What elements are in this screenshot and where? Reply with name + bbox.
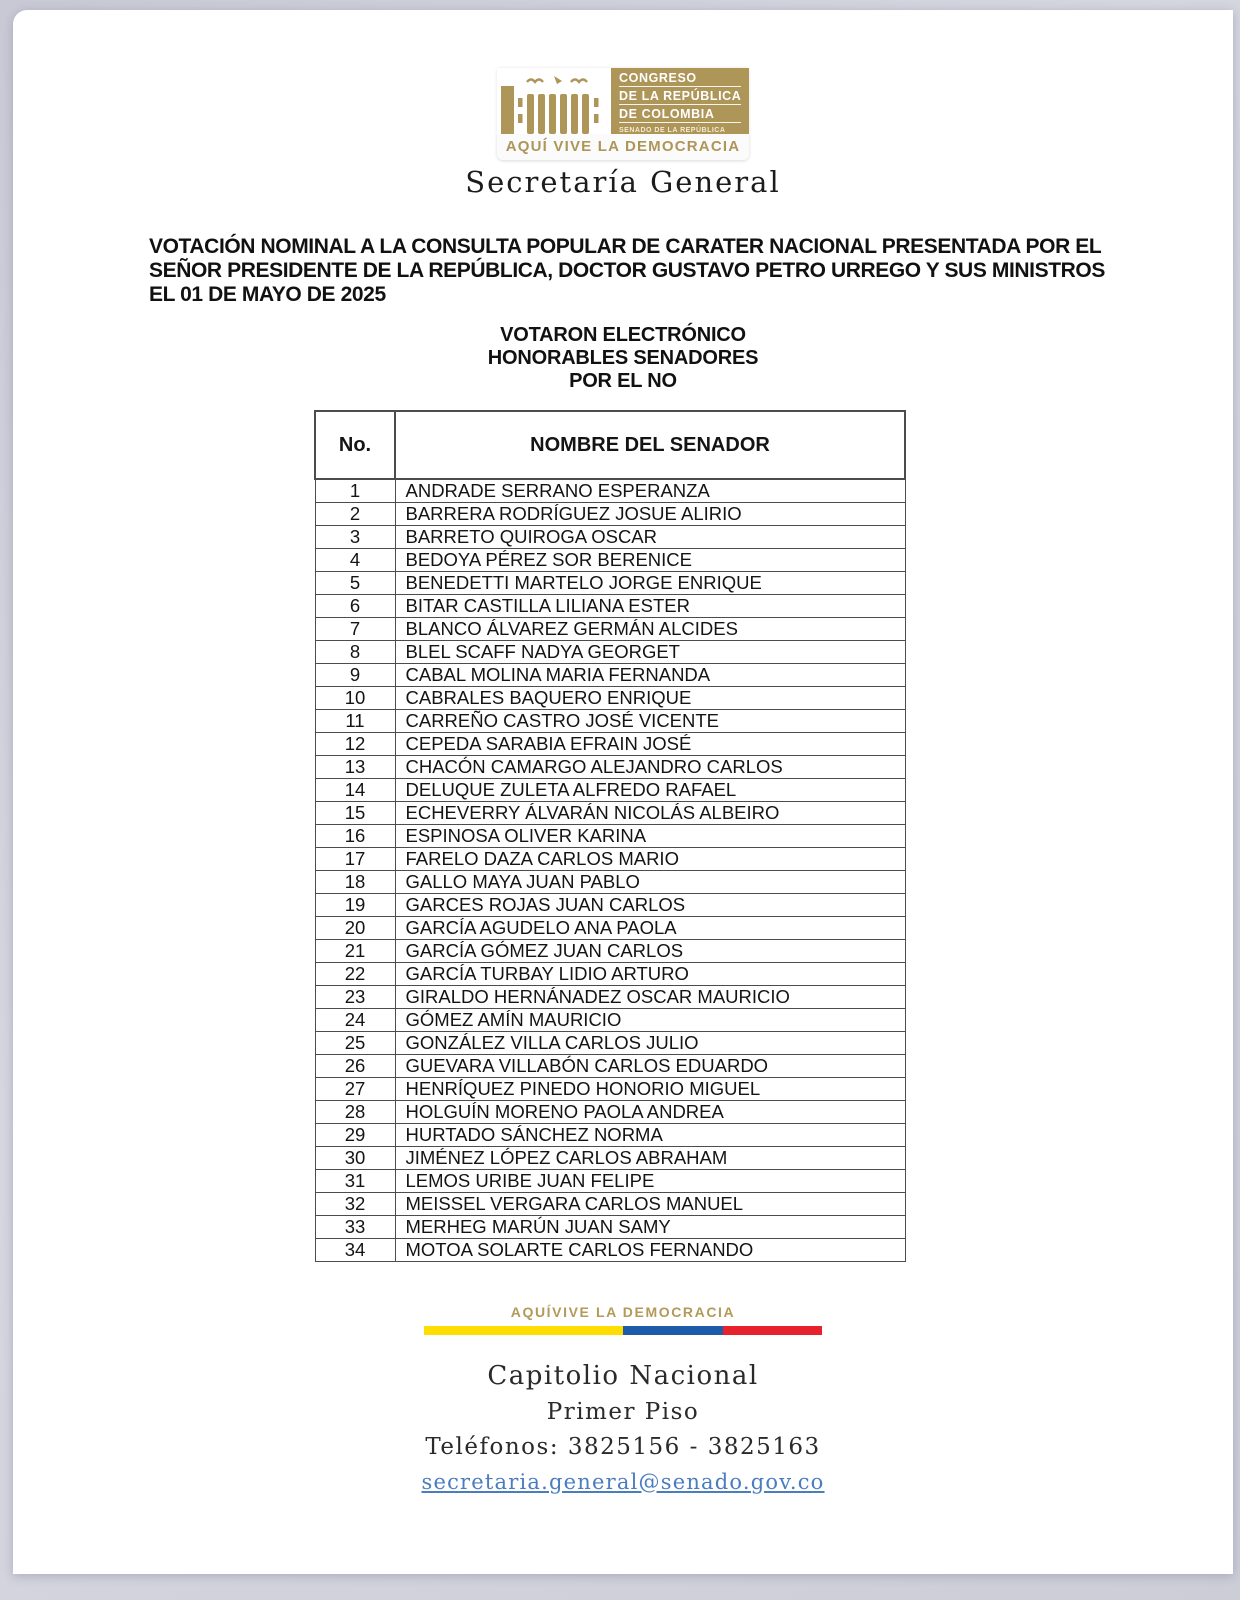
- row-number: 15: [315, 801, 395, 824]
- department-title: Secretaría General: [465, 165, 781, 199]
- flag-red-segment: [723, 1326, 823, 1335]
- email-link[interactable]: secretaria.general@senado.gov.co: [421, 1469, 825, 1494]
- table-row: [315, 686, 905, 709]
- table-row: [315, 502, 905, 525]
- row-number: 33: [315, 1215, 395, 1238]
- table-row: [315, 962, 905, 985]
- table-row: [315, 479, 905, 502]
- row-senator-name: MEISSEL VERGARA CARLOS MANUEL: [395, 1192, 905, 1215]
- row-senator-name: JIMÉNEZ LÓPEZ CARLOS ABRAHAM: [395, 1146, 905, 1169]
- row-senator-name: GÓMEZ AMÍN MAURICIO: [395, 1008, 905, 1031]
- footer-democracy-slogan: AQUÍVIVE LA DEMOCRACIA: [510, 1303, 736, 1320]
- row-number: 4: [315, 548, 395, 571]
- table-row: [315, 1215, 905, 1238]
- row-number: 10: [315, 686, 395, 709]
- row-number: 22: [315, 962, 395, 985]
- table-row: [315, 663, 905, 686]
- row-senator-name: GALLO MAYA JUAN PABLO: [395, 870, 905, 893]
- row-number: 9: [315, 663, 395, 686]
- row-senator-name: CABRALES BAQUERO ENRIQUE: [395, 686, 905, 709]
- table-row: [315, 1146, 905, 1169]
- table-row: [315, 1008, 905, 1031]
- table-row: [315, 594, 905, 617]
- table-row: [315, 1238, 905, 1261]
- table-row: [315, 778, 905, 801]
- row-number: 6: [315, 594, 395, 617]
- row-senator-name: ANDRADE SERRANO ESPERANZA: [395, 479, 905, 502]
- row-number: 12: [315, 732, 395, 755]
- row-senator-name: GONZÁLEZ VILLA CARLOS JULIO: [395, 1031, 905, 1054]
- row-number: 1: [315, 479, 395, 502]
- row-number: 2: [315, 502, 395, 525]
- row-senator-name: MOTOA SOLARTE CARLOS FERNANDO: [395, 1238, 905, 1261]
- row-senator-name: FARELO DAZA CARLOS MARIO: [395, 847, 905, 870]
- table-row: [315, 916, 905, 939]
- row-senator-name: GUEVARA VILLABÓN CARLOS EDUARDO: [395, 1054, 905, 1077]
- logo-line-colombia: DE COLOMBIA: [619, 107, 741, 123]
- row-senator-name: GARCÍA GÓMEZ JUAN CARLOS: [395, 939, 905, 962]
- row-number: 32: [315, 1192, 395, 1215]
- row-number: 8: [315, 640, 395, 663]
- row-number: 29: [315, 1123, 395, 1146]
- flag-blue-segment: [623, 1326, 723, 1335]
- logo-line-congreso: CONGRESO: [619, 71, 741, 87]
- senate-logo-top: [497, 68, 749, 134]
- row-number: 19: [315, 893, 395, 916]
- row-senator-name: CARREÑO CASTRO JOSÉ VICENTE: [395, 709, 905, 732]
- row-number: 16: [315, 824, 395, 847]
- capitol-columns-svg: [499, 72, 611, 134]
- logo-democracy-banner: AQUÍ VIVE LA DEMOCRACIA: [497, 134, 749, 160]
- footer-email-line: [13, 1470, 1233, 1494]
- row-number: 11: [315, 709, 395, 732]
- subtitle-line-3: POR EL NO: [569, 370, 677, 392]
- subtitle-line-2: HONORABLES SENADORES: [487, 347, 759, 369]
- senators-table-body: [315, 479, 905, 1261]
- table-row: [315, 870, 905, 893]
- table-row: [315, 847, 905, 870]
- row-number: 17: [315, 847, 395, 870]
- senators-table: [314, 410, 906, 1262]
- row-senator-name: DELUQUE ZULETA ALFREDO RAFAEL: [395, 778, 905, 801]
- table-row: [315, 709, 905, 732]
- table-row: [315, 985, 905, 1008]
- footer-phones: Teléfonos: 3825156 - 3825163: [425, 1433, 821, 1460]
- row-number: 28: [315, 1100, 395, 1123]
- subtitle-line-1: VOTARON ELECTRÓNICO: [500, 324, 746, 346]
- row-number: 7: [315, 617, 395, 640]
- row-number: 23: [315, 985, 395, 1008]
- column-header-no: No.: [315, 411, 395, 479]
- colombia-flag-bar: [424, 1326, 822, 1335]
- congress-logo-textbox: [611, 68, 749, 134]
- senators-table-header: [315, 411, 905, 479]
- row-senator-name: MERHEG MARÚN JUAN SAMY: [395, 1215, 905, 1238]
- row-senator-name: BLEL SCAFF NADYA GEORGET: [395, 640, 905, 663]
- row-senator-name: BITAR CASTILLA LILIANA ESTER: [395, 594, 905, 617]
- capitol-columns-icon: [497, 68, 611, 134]
- row-senator-name: HOLGUÍN MORENO PAOLA ANDREA: [395, 1100, 905, 1123]
- row-number: 27: [315, 1077, 395, 1100]
- document-page: [13, 10, 1233, 1574]
- row-senator-name: CEPEDA SARABIA EFRAIN JOSÉ: [395, 732, 905, 755]
- row-number: 5: [315, 571, 395, 594]
- table-row: [315, 1100, 905, 1123]
- row-senator-name: BLANCO ÁLVAREZ GERMÁN ALCIDES: [395, 617, 905, 640]
- table-row: [315, 525, 905, 548]
- table-row: [315, 732, 905, 755]
- table-row: [315, 824, 905, 847]
- row-senator-name: GARCES ROJAS JUAN CARLOS: [395, 893, 905, 916]
- row-senator-name: GIRALDO HERNÁNADEZ OSCAR MAURICIO: [395, 985, 905, 1008]
- row-number: 13: [315, 755, 395, 778]
- row-senator-name: CABAL MOLINA MARIA FERNANDA: [395, 663, 905, 686]
- table-row: [315, 1031, 905, 1054]
- footer-address-line2: Primer Piso: [546, 1398, 700, 1425]
- table-row: [315, 1192, 905, 1215]
- document-subtitle: [13, 324, 1233, 393]
- table-row: [315, 939, 905, 962]
- table-row: [315, 893, 905, 916]
- row-number: 21: [315, 939, 395, 962]
- row-senator-name: LEMOS URIBE JUAN FELIPE: [395, 1169, 905, 1192]
- table-row: [315, 1169, 905, 1192]
- table-row: [315, 1077, 905, 1100]
- row-senator-name: ECHEVERRY ÁLVARÁN NICOLÁS ALBEIRO: [395, 801, 905, 824]
- row-senator-name: CHACÓN CAMARGO ALEJANDRO CARLOS: [395, 755, 905, 778]
- table-row: [315, 571, 905, 594]
- senate-logo: [497, 68, 749, 160]
- table-row: [315, 548, 905, 571]
- table-row: [315, 1123, 905, 1146]
- footer-address-line1: Capitolio Nacional: [487, 1360, 759, 1391]
- document-title: VOTACIÓN NOMINAL A LA CONSULTA POPULAR DE CARATER NACIONAL PRESENTADA POR EL SEÑOR PRESIDENTE DE LA REPÚBLICA, DOCTOR GUSTAVO PETRO URREGO Y SUS MINISTROS EL 01 DE MAYO DE 2025: [149, 235, 1105, 306]
- table-row: [315, 1054, 905, 1077]
- table-row: [315, 617, 905, 640]
- row-senator-name: HURTADO SÁNCHEZ NORMA: [395, 1123, 905, 1146]
- row-number: 25: [315, 1031, 395, 1054]
- row-senator-name: BEDOYA PÉREZ SOR BERENICE: [395, 548, 905, 571]
- row-number: 34: [315, 1238, 395, 1261]
- row-senator-name: BARRETO QUIROGA OSCAR: [395, 525, 905, 548]
- row-senator-name: BARRERA RODRÍGUEZ JOSUE ALIRIO: [395, 502, 905, 525]
- logo-line-senado: SENADO DE LA REPÚBLICA: [619, 127, 726, 134]
- row-number: 20: [315, 916, 395, 939]
- logo-line-republica: DE LA REPÚBLICA: [619, 89, 742, 103]
- flag-yellow-segment: [424, 1326, 623, 1335]
- column-header-name: NOMBRE DEL SENADOR: [395, 411, 905, 479]
- row-number: 18: [315, 870, 395, 893]
- row-number: 26: [315, 1054, 395, 1077]
- row-number: 30: [315, 1146, 395, 1169]
- row-senator-name: HENRÍQUEZ PINEDO HONORIO MIGUEL: [395, 1077, 905, 1100]
- row-number: 31: [315, 1169, 395, 1192]
- row-number: 3: [315, 525, 395, 548]
- row-senator-name: BENEDETTI MARTELO JORGE ENRIQUE: [395, 571, 905, 594]
- row-senator-name: GARCÍA AGUDELO ANA PAOLA: [395, 916, 905, 939]
- table-row: [315, 755, 905, 778]
- row-senator-name: ESPINOSA OLIVER KARINA: [395, 824, 905, 847]
- row-senator-name: GARCÍA TURBAY LIDIO ARTURO: [395, 962, 905, 985]
- row-number: 14: [315, 778, 395, 801]
- table-row: [315, 801, 905, 824]
- row-number: 24: [315, 1008, 395, 1031]
- table-row: [315, 640, 905, 663]
